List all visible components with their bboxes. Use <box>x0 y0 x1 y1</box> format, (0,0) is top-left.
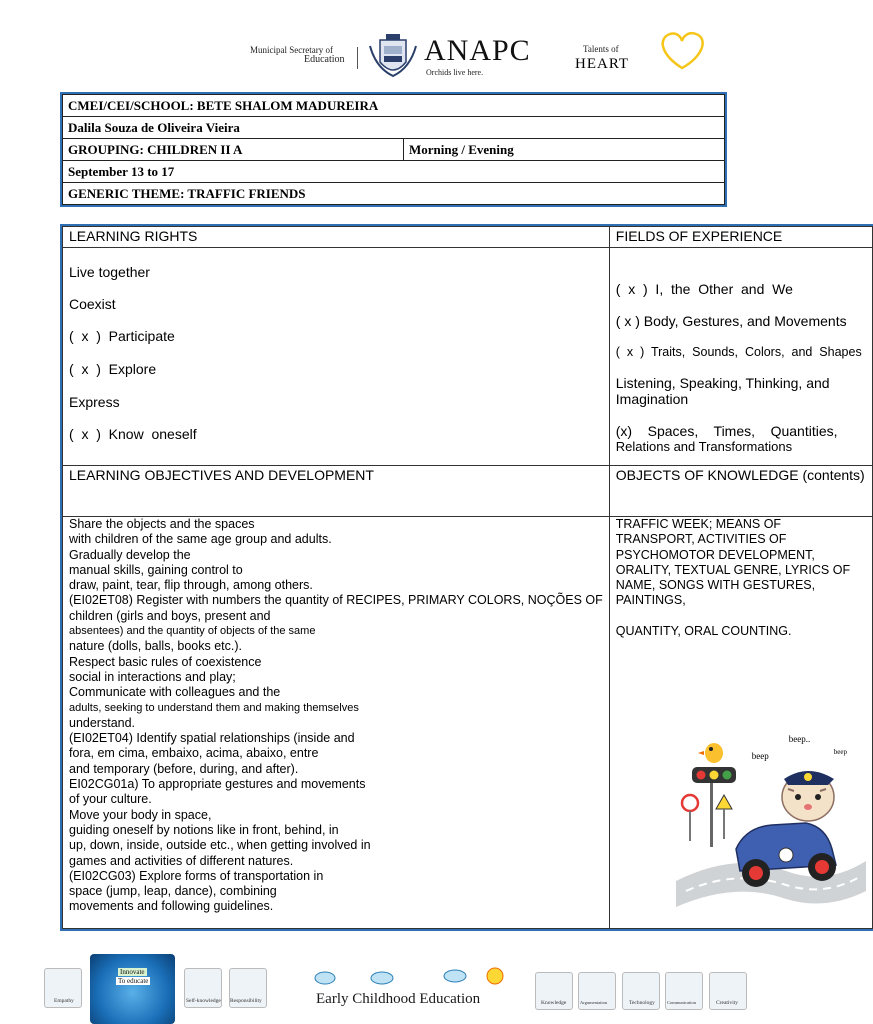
beep-label: beep <box>751 751 769 762</box>
objective-line: (EI02ET08) Register with numbers the quantity of RECIPES, PRIMARY COLORS, NOÇÕES OF <box>69 593 603 608</box>
objectives-header: LEARNING OBJECTIVES AND DEVELOPMENT <box>63 466 610 517</box>
objective-line: understand. <box>69 715 136 730</box>
info-table <box>62 94 725 205</box>
clouds-icon <box>310 964 510 988</box>
header-divider <box>357 47 358 69</box>
right-item: Coexist <box>69 296 116 312</box>
traffic-illustration <box>676 731 866 911</box>
objective-line: Communicate with colleagues and the <box>69 685 281 700</box>
objective-line: of your culture. <box>69 792 152 807</box>
secretary-label <box>250 45 360 65</box>
knowledge-line: PSYCHOMOTOR DEVELOPMENT, <box>615 547 815 562</box>
brand-label: Early Childhood Education <box>316 991 481 1007</box>
objectives-cell <box>63 517 610 929</box>
objective-line: guiding oneself by notions like in front, behind, in <box>69 822 339 837</box>
knowledge-line <box>616 609 866 624</box>
school-cell: CMEI/CEI/SCHOOL: BETE SHALOM MADUREIRA <box>63 95 725 117</box>
field-item: ( x ) Body, Gestures, and Movements <box>615 313 847 329</box>
shift-cell: Morning / Evening <box>404 139 725 161</box>
planning-table <box>62 226 873 929</box>
objective-line: Respect basic rules of coexistence <box>69 654 262 669</box>
communication-label: Communication <box>667 1000 696 1005</box>
field-item: Relations and Transformations <box>615 439 793 454</box>
objective-line: games and activities of different natures. <box>69 853 294 868</box>
objective-line: with children of the same age group and adults. <box>69 532 332 547</box>
fields-cell <box>609 248 872 466</box>
heart-label: HEART <box>575 56 630 72</box>
field-item: ( x ) Traits, Sounds, Colors, and Shapes <box>615 345 862 359</box>
self-knowledge-label: Self-knowledge <box>186 998 221 1004</box>
knowledge-label: Knowledge <box>541 1000 567 1006</box>
knowledge-line: TRAFFIC WEEK; MEANS OF <box>615 517 782 531</box>
creativity-label: Creativity <box>716 1000 738 1006</box>
rights-cell <box>63 248 610 466</box>
grouping-cell: GROUPING: CHILDREN II A <box>63 139 404 161</box>
fields-header: FIELDS OF EXPERIENCE <box>609 227 872 248</box>
right-item: ( x ) Know oneself <box>69 426 197 442</box>
right-item: Live together <box>69 264 150 280</box>
secretary-line1: Municipal Secretary of <box>250 45 333 55</box>
field-item: (x) Spaces, Times, Quantities, <box>615 423 838 439</box>
objective-line: Gradually develop the <box>69 547 191 562</box>
innovate-label: Innovate <box>120 968 145 976</box>
to-educate-label: To educate <box>118 977 149 985</box>
city-motto: Orchids live here. <box>426 68 484 77</box>
objective-line: children (girls and boys, present and <box>69 608 271 623</box>
teacher-cell: Dalila Souza de Oliveira Vieira <box>63 117 725 139</box>
objective-line: adults, seeking to understand them and making themselves <box>69 701 359 714</box>
objective-line: social in interactions and play; <box>69 669 236 684</box>
objective-line: and temporary (before, during, and after). <box>69 761 299 776</box>
beep-label: beep <box>833 748 847 757</box>
objective-line: Share the objects and the spaces <box>69 517 255 531</box>
objectives-list <box>69 517 603 915</box>
knowledge-line: TRANSPORT, ACTIVITIES OF <box>615 532 787 547</box>
heart-icon <box>652 28 712 74</box>
objective-line: movements and following guidelines. <box>69 899 274 914</box>
knowledge-line: QUANTITY, ORAL COUNTING. <box>615 624 792 639</box>
knowledge-line: NAME, SONGS WITH GESTURES, PAINTINGS, <box>615 578 816 608</box>
responsibility-label: Responsibility <box>230 998 262 1004</box>
objective-line: space (jump, leap, dance), combining <box>69 884 277 899</box>
beep-label: beep.. <box>788 734 811 745</box>
knowledge-line: ORALITY, TEXTUAL GENRE, LYRICS OF <box>615 562 851 577</box>
knowledge-list <box>616 517 866 639</box>
field-item: Listening, Speaking, Thinking, and Imagination <box>615 375 830 407</box>
objective-line: nature (dolls, balls, books etc.). <box>69 639 242 654</box>
objective-line: manual skills, gaining control to <box>69 562 243 577</box>
objective-line: (EI02ET04) Identify spatial relationships (inside and <box>69 731 355 746</box>
objective-line: Move your body in space, <box>69 807 212 822</box>
objective-line: draw, paint, tear, flip through, among others. <box>69 578 313 593</box>
right-item: Express <box>69 394 120 410</box>
objective-line: absentees) and the quantity of objects of the same <box>69 625 316 638</box>
traffic-cat-car-icon <box>676 731 866 911</box>
right-item: ( x ) Explore <box>69 361 157 377</box>
right-item: ( x ) Participate <box>69 328 175 344</box>
city-crest-icon <box>366 32 420 80</box>
field-item: ( x ) I, the Other and We <box>615 281 793 297</box>
objective-line: fora, em cima, embaixo, acima, abaixo, entre <box>69 746 319 761</box>
theme-cell: GENERIC THEME: TRAFFIC FRIENDS <box>63 183 725 205</box>
knowledge-header: OBJECTS OF KNOWLEDGE (contents) <box>609 466 872 517</box>
talents-label: Talents of <box>583 44 619 54</box>
rights-header: LEARNING RIGHTS <box>63 227 610 248</box>
innovate-badge <box>90 954 175 1024</box>
argumentation-label: Argumentation <box>580 1000 608 1005</box>
objective-line: EI02CG01a) To appropriate gestures and movements <box>69 777 366 792</box>
objective-line: up, down, inside, outside etc., when getting involved in <box>69 838 371 853</box>
technology-label: Technology <box>629 1000 655 1006</box>
secretary-line2: Education <box>304 54 345 65</box>
empathy-label: Empathy <box>54 998 74 1004</box>
knowledge-cell <box>609 517 872 929</box>
dates-cell: September 13 to 17 <box>63 161 725 183</box>
city-name: ANAPC <box>424 34 531 67</box>
objective-line: (EI02CG03) Explore forms of transportation in <box>69 868 324 883</box>
